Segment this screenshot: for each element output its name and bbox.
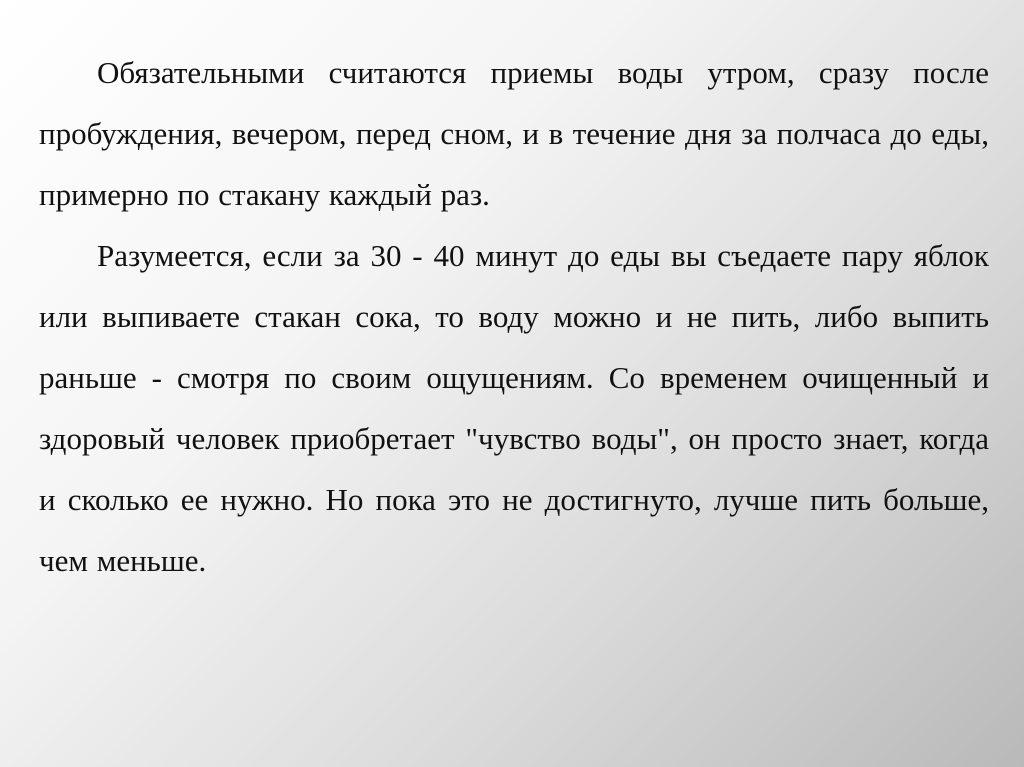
paragraph-water-intake-schedule: Обязательными считаются приемы воды утром, сразу после пробуждения, вечером, перед сном, и в течение дня за полчаса до еды, примерно по стакану каждый раз. [39, 55, 989, 212]
paragraph-water-sense: Разумеется, если за 30 - 40 минут до еды вы съедаете пару яблок или выпиваете стакан сока, то воду можно и не пить, либо выпить раньше - смотря по своим ощущениям. Со временем очищенный и здоровый человек приобретает "чувство воды", он просто знает, когда и сколько ее нужно. Но пока это не достигнуто, лучше пить больше, чем меньше. [39, 238, 989, 578]
slide-text-block [39, 42, 989, 591]
